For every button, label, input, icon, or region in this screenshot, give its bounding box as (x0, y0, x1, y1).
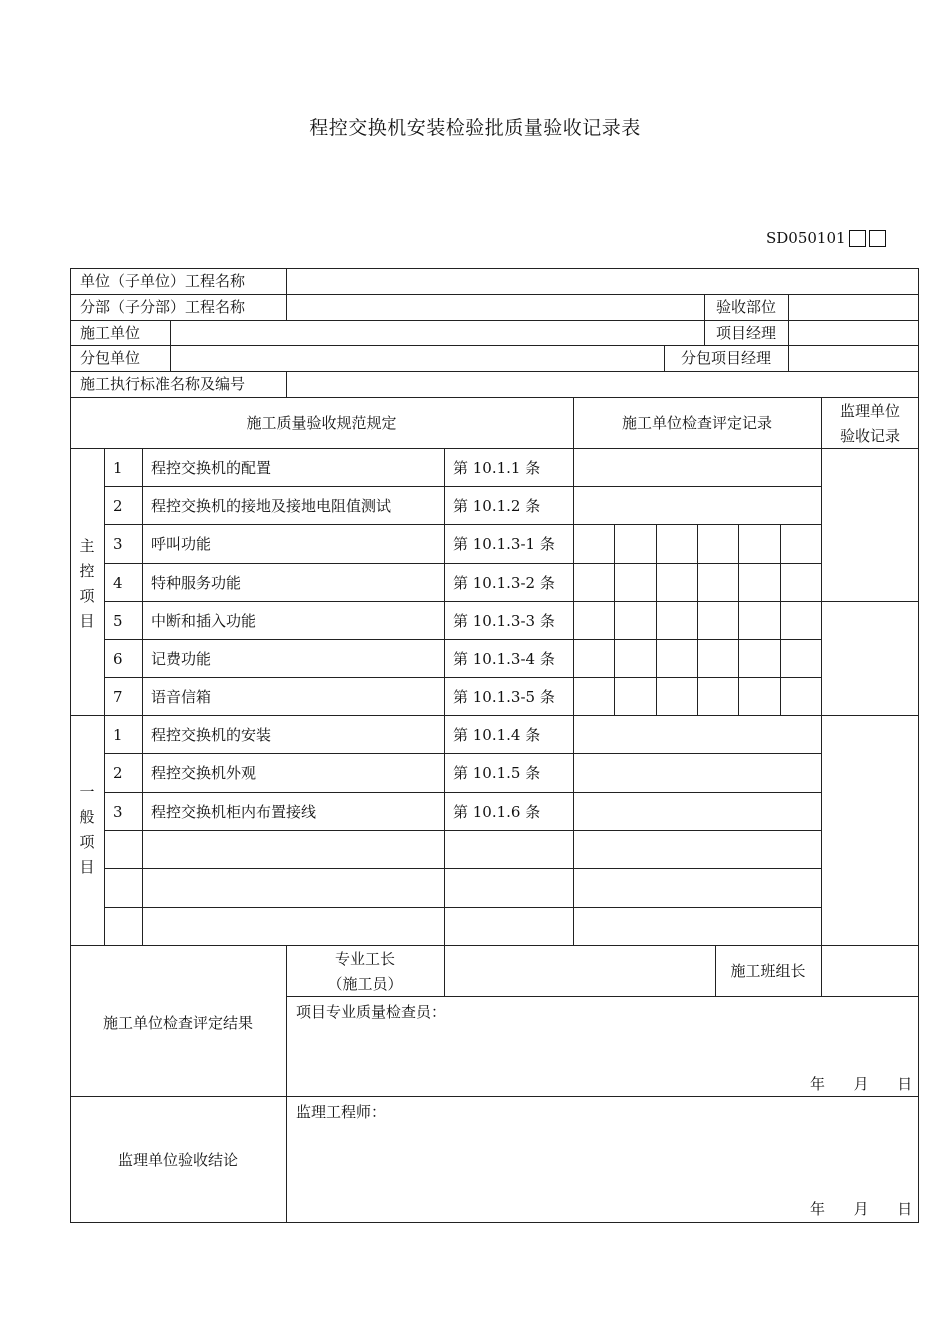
main-item-name: 记费功能 (151, 650, 212, 668)
row-line (104, 868, 822, 869)
code-box-2[interactable] (869, 230, 886, 247)
general-item-clause: 第 10.1.5 条 (453, 764, 541, 782)
main-item-clause: 第 10.1.1 条 (453, 459, 541, 477)
result-label: 施工单位检查评定结果 (102, 1014, 253, 1032)
row-line (70, 715, 919, 716)
main-item-name: 程控交换机的接地及接地电阻值测试 (151, 497, 392, 515)
main-item-name: 语音信箱 (151, 688, 212, 706)
general-label-char: 目 (79, 858, 95, 876)
unit-name-label: 单位（子单位）工程名称 (80, 272, 246, 290)
main-item-no: 7 (113, 688, 123, 706)
main-item-no: 6 (113, 650, 123, 668)
conclusion-date: 年 月 日 (810, 1200, 913, 1218)
construction-unit-field[interactable] (171, 321, 704, 345)
supervision-header-line2: 验收记录 (839, 427, 900, 445)
col-line (104, 448, 105, 945)
supervision-column-header (821, 399, 919, 449)
main-item-no: 3 (113, 535, 123, 553)
foreman-label (286, 947, 444, 997)
foreman-line2: （施工员） (327, 975, 403, 993)
main-label-char: 主 (79, 537, 95, 555)
row-line (104, 639, 822, 640)
general-item-no: 2 (113, 764, 123, 782)
main-item-clause: 第 10.1.3-5 条 (453, 688, 555, 706)
row-line (104, 907, 822, 908)
main-label-char: 控 (79, 562, 95, 580)
row-line (104, 677, 822, 678)
inspection-form (70, 268, 919, 1223)
general-item-name: 程控交换机的安装 (151, 726, 272, 744)
result-date: 年 月 日 (810, 1075, 913, 1093)
general-item-name: 程控交换机外观 (151, 764, 257, 782)
general-item-no: 1 (113, 726, 123, 744)
cell-line (697, 524, 698, 715)
main-item-clause: 第 10.1.2 条 (453, 497, 541, 515)
acceptance-part-field[interactable] (789, 295, 918, 320)
row-line (104, 601, 919, 602)
check-record-column-header: 施工单位检查评定记录 (621, 414, 772, 432)
division-name-field[interactable] (287, 295, 704, 320)
form-title: 程控交换机安装检验批质量验收记录表 (309, 117, 641, 139)
team-leader-label: 施工班组长 (730, 962, 806, 980)
code-box-1[interactable] (849, 230, 866, 247)
main-item-no: 4 (113, 574, 123, 592)
engineer-label: 监理工程师： (296, 1103, 387, 1121)
subcontractor-field[interactable] (171, 346, 664, 371)
cell-line (656, 524, 657, 715)
general-label-char: 般 (79, 808, 95, 826)
row-line (104, 830, 822, 831)
main-item-clause: 第 10.1.3-3 条 (453, 612, 555, 630)
row-line (104, 524, 822, 525)
form-code-text: SD050101 (766, 229, 846, 247)
form-code (766, 229, 886, 247)
cell-line (780, 524, 781, 715)
main-item-no: 1 (113, 459, 123, 477)
main-item-no: 2 (113, 497, 123, 515)
general-item-clause: 第 10.1.6 条 (453, 803, 541, 821)
main-item-clause: 第 10.1.3-2 条 (453, 574, 555, 592)
main-item-name: 程控交换机的配置 (151, 459, 272, 477)
main-label-char: 目 (79, 612, 95, 630)
general-item-name: 程控交换机柜内布置接线 (151, 803, 317, 821)
main-item-name: 中断和插入功能 (151, 612, 257, 630)
row-line (104, 486, 822, 487)
construction-unit-label: 施工单位 (80, 324, 141, 342)
general-label-char: 一 (79, 783, 95, 801)
row-line (104, 563, 822, 564)
spec-column-header: 施工质量验收规范规定 (246, 414, 397, 432)
standard-field[interactable] (287, 372, 918, 397)
main-item-clause: 第 10.1.3-4 条 (453, 650, 555, 668)
sub-project-manager-label: 分包项目经理 (680, 349, 771, 367)
foreman-line1: 专业工长 (334, 950, 395, 968)
row-line (70, 397, 919, 398)
general-items-label (70, 780, 104, 880)
col-line (444, 448, 445, 945)
subcontractor-label: 分包单位 (80, 349, 141, 367)
supervision-header-line1: 监理单位 (839, 402, 900, 420)
col-line (821, 397, 822, 945)
border-left (70, 268, 71, 1223)
cell-line (738, 524, 739, 715)
col-line (573, 397, 574, 945)
foreman-field[interactable] (445, 946, 715, 996)
main-item-name: 呼叫功能 (151, 535, 212, 553)
sub-project-manager-field[interactable] (789, 346, 918, 371)
main-label-char: 项 (79, 587, 95, 605)
project-manager-label: 项目经理 (715, 324, 776, 342)
conclusion-label: 监理单位验收结论 (117, 1151, 238, 1169)
row-line (70, 1096, 919, 1097)
col-line (142, 448, 143, 945)
row-line (104, 792, 822, 793)
standard-label: 施工执行标准名称及编号 (80, 375, 246, 393)
unit-name-field[interactable] (287, 269, 918, 294)
main-item-no: 5 (113, 612, 123, 630)
row-line (104, 753, 822, 754)
border-bottom (70, 1222, 919, 1223)
main-item-clause: 第 10.1.3-1 条 (453, 535, 555, 553)
cell-line (614, 524, 615, 715)
team-leader-field[interactable] (822, 946, 918, 996)
general-item-no: 3 (113, 803, 123, 821)
inspector-label: 项目专业质量检查员： (296, 1003, 447, 1021)
general-label-char: 项 (79, 833, 95, 851)
row-line (70, 448, 919, 449)
main-items-label (70, 534, 104, 634)
division-name-label: 分部（子分部）工程名称 (80, 298, 246, 316)
acceptance-part-label: 验收部位 (715, 298, 776, 316)
main-item-name: 特种服务功能 (151, 574, 242, 592)
project-manager-field[interactable] (789, 321, 918, 345)
general-item-clause: 第 10.1.4 条 (453, 726, 541, 744)
